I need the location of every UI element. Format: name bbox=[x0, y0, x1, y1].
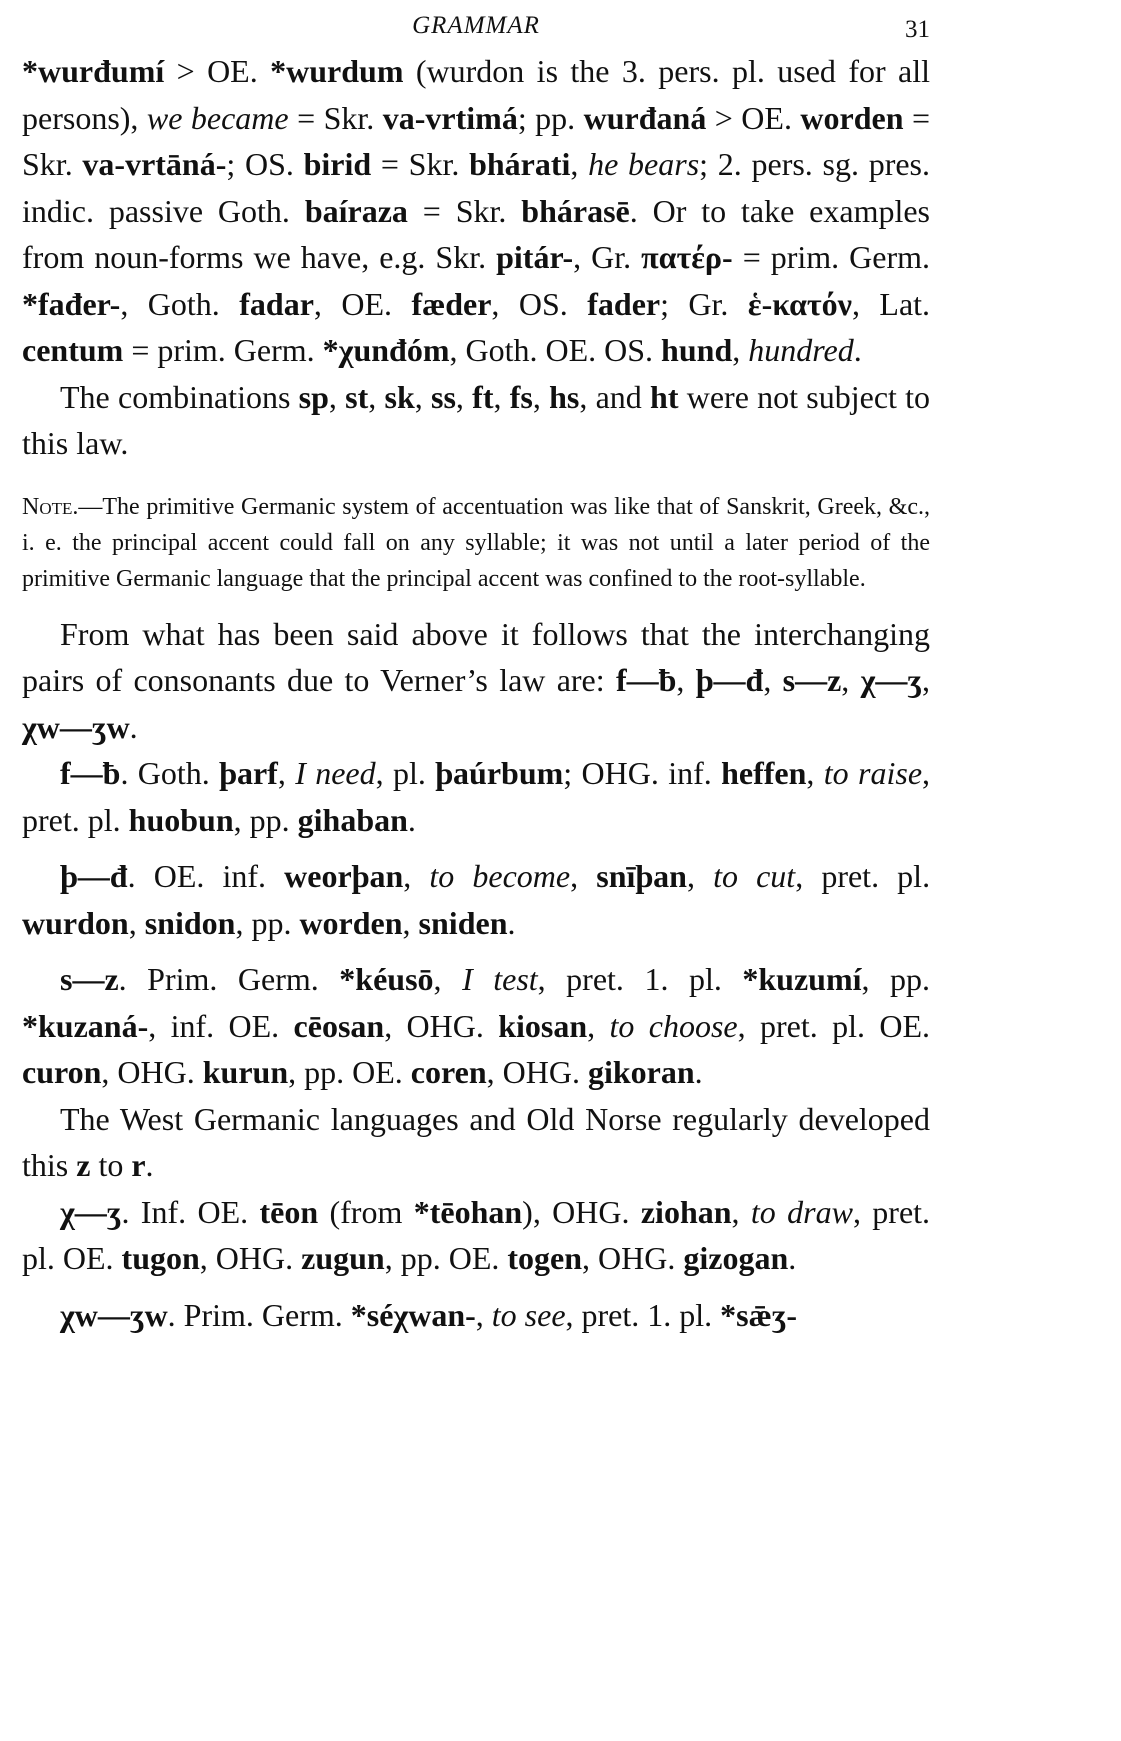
note-accentuation bbox=[22, 489, 930, 597]
italic-gloss: to raise bbox=[823, 755, 923, 791]
bold-form: worden bbox=[800, 99, 904, 136]
italic-gloss: he bears bbox=[588, 146, 700, 182]
text-run: , Lat. bbox=[851, 285, 931, 322]
bold-form: gizogan bbox=[683, 1240, 789, 1276]
bold-form: wurđaná bbox=[583, 99, 707, 136]
text-run: , bbox=[414, 378, 432, 415]
text-run: , bbox=[763, 662, 783, 698]
text-run: , OS. bbox=[491, 285, 588, 322]
bold-form: curon bbox=[22, 1054, 102, 1090]
text-run: , OHG. bbox=[582, 1240, 684, 1276]
italic-gloss: to draw bbox=[750, 1193, 853, 1230]
bold-form: gihaban bbox=[297, 801, 408, 838]
text-run: = Skr. bbox=[22, 99, 931, 182]
text-run: , bbox=[806, 755, 824, 791]
paragraph-rhotacism bbox=[22, 1096, 930, 1189]
paragraph-s-z bbox=[22, 956, 930, 1096]
bold-form: centum bbox=[22, 332, 124, 368]
text-run: . bbox=[407, 801, 416, 838]
text-run: . Prim. Germ. bbox=[118, 961, 340, 997]
text-run: From what has been said above it follows that the interchanging pairs of consonants due to Verner’s law are: bbox=[22, 615, 930, 698]
bold-form: χw—ʒw bbox=[22, 708, 130, 745]
bold-form: fæder bbox=[411, 285, 492, 322]
bold-form: χw—ʒw bbox=[60, 1296, 168, 1333]
text-run: , bbox=[841, 662, 861, 698]
bold-form: togen bbox=[507, 1240, 583, 1276]
text-run: , pret. 1. pl. bbox=[565, 1296, 721, 1333]
text-run: , OHG. bbox=[199, 1240, 302, 1276]
text-run: . bbox=[145, 1147, 154, 1183]
text-run: , inf. OE. bbox=[148, 1007, 294, 1044]
bold-form: wurdon bbox=[22, 904, 129, 941]
text-run: , pp. bbox=[235, 904, 300, 941]
bold-form: snidon bbox=[144, 904, 236, 941]
bold-form: fader bbox=[587, 285, 661, 322]
text-run: = prim. Germ. bbox=[123, 332, 323, 368]
text-run: , bbox=[922, 662, 931, 698]
text-run: , pl. bbox=[375, 755, 436, 791]
text-run: , pp. bbox=[233, 801, 298, 838]
text-run: , pret. pl. OE. bbox=[737, 1007, 931, 1044]
text-run: ; Gr. bbox=[660, 285, 748, 322]
text-run: , bbox=[475, 1296, 492, 1333]
text-run: = Skr. bbox=[371, 146, 470, 182]
running-title: GRAMMAR bbox=[412, 12, 540, 39]
text-run: , Goth. bbox=[120, 285, 240, 322]
text-run: . bbox=[853, 332, 862, 368]
bold-form: *χunđóm bbox=[322, 332, 450, 368]
bold-form: sp bbox=[298, 378, 329, 415]
text-run: , pp. OE. bbox=[288, 1054, 411, 1090]
bold-form: bhárasē bbox=[521, 192, 630, 229]
text-run: , pret. 1. pl. bbox=[537, 961, 743, 997]
text-run: , and bbox=[579, 378, 651, 415]
text-run: to bbox=[90, 1147, 132, 1183]
text-run: , bbox=[493, 378, 510, 415]
bold-form: ft bbox=[472, 378, 494, 415]
text-run: Note bbox=[22, 493, 73, 520]
paragraph-examples bbox=[22, 48, 930, 374]
text-run: = Skr. bbox=[288, 99, 383, 136]
text-run: . Prim. Germ. bbox=[167, 1296, 351, 1333]
italic-gloss: I need bbox=[295, 755, 376, 791]
bold-form: st bbox=[345, 378, 369, 415]
text-run: , pret. pl. bbox=[22, 755, 931, 838]
bold-form: hs bbox=[549, 378, 580, 415]
bold-form: coren bbox=[410, 1054, 487, 1090]
bold-form: sk bbox=[384, 378, 415, 415]
page-header bbox=[22, 8, 930, 48]
italic-gloss: to see bbox=[491, 1296, 566, 1333]
text-run: , OE. bbox=[313, 285, 412, 322]
text-run: , bbox=[570, 858, 597, 894]
bold-form: hund bbox=[661, 332, 733, 368]
bold-form: z bbox=[76, 1147, 91, 1183]
bold-form: heffen bbox=[721, 755, 807, 791]
italic-gloss: to choose bbox=[609, 1007, 738, 1044]
italic-gloss: to become bbox=[429, 858, 571, 894]
bold-form: fs bbox=[509, 378, 533, 415]
bold-form: þ—đ bbox=[60, 858, 128, 894]
text-run: , pp. OE. bbox=[384, 1240, 508, 1276]
page-number: 31 bbox=[905, 16, 930, 43]
paragraph-thorn-d bbox=[22, 853, 930, 946]
text-run: , bbox=[686, 858, 714, 894]
bold-form: snīþan bbox=[596, 858, 687, 894]
paragraph-combinations bbox=[22, 374, 930, 467]
text-run: were not subject to this law. bbox=[22, 378, 931, 461]
text-run: , bbox=[328, 378, 346, 415]
text-run: (wurdon is the 3. pers. pl. used for all persons), bbox=[22, 53, 931, 136]
bold-form: baíraza bbox=[304, 192, 408, 229]
bold-form: kurun bbox=[202, 1054, 289, 1090]
italic-gloss: to cut bbox=[713, 858, 796, 894]
bold-form: χ—ʒ bbox=[60, 1193, 122, 1230]
bold-form: cēosan bbox=[293, 1007, 385, 1044]
bold-form: va-vrtimá bbox=[382, 99, 518, 136]
paragraph-chi-yogh bbox=[22, 1189, 930, 1282]
text-run: ), OHG. bbox=[522, 1193, 641, 1230]
bold-form: f—ƀ bbox=[60, 755, 121, 791]
bold-form: þ—đ bbox=[695, 662, 764, 698]
text-run: , pret. pl. bbox=[795, 858, 931, 894]
bold-form: tugon bbox=[121, 1240, 200, 1276]
bold-form: *kuzaná- bbox=[22, 1007, 149, 1044]
text-run: . bbox=[129, 708, 138, 745]
text-run: ; OS. bbox=[226, 146, 304, 182]
text-run: (from bbox=[318, 1193, 414, 1230]
text-run: The combinations bbox=[60, 378, 299, 415]
bold-form: *tēohan bbox=[413, 1193, 523, 1230]
bold-form: ἑ-κατόν bbox=[747, 285, 852, 322]
text-run: . bbox=[507, 904, 516, 941]
text-run: , pret. pl. OE. bbox=[22, 1193, 931, 1276]
text-run: , pp. bbox=[861, 961, 931, 997]
bold-form: *fađer- bbox=[22, 285, 121, 322]
text-run: , bbox=[570, 146, 589, 182]
bold-form: *séχwan- bbox=[350, 1296, 476, 1333]
text-run: ; 2. pers. sg. pres. indic. passive Goth. bbox=[22, 146, 931, 229]
text-run: , bbox=[402, 904, 419, 941]
italic-gloss: I test bbox=[462, 961, 538, 997]
text-run: , Goth. OE. OS. bbox=[449, 332, 662, 368]
text-run: , Gr. bbox=[573, 239, 642, 275]
bold-form: s—z bbox=[60, 961, 119, 997]
text-run: , bbox=[732, 332, 749, 368]
bold-form: birid bbox=[303, 146, 372, 182]
bold-form: bhárati bbox=[469, 146, 571, 182]
bold-form: πατέρ- bbox=[641, 239, 733, 275]
paragraph-interchanging-pairs bbox=[22, 611, 930, 751]
bold-form: ss bbox=[431, 378, 456, 415]
bold-form: pitár- bbox=[496, 239, 574, 275]
text-run: , bbox=[277, 755, 296, 791]
text-run: , bbox=[731, 1193, 751, 1230]
text-run: . Goth. bbox=[120, 755, 220, 791]
bold-form: þaúrbum bbox=[435, 755, 564, 791]
italic-gloss: we became bbox=[146, 99, 289, 136]
bold-form: *wurdum bbox=[270, 53, 404, 89]
bold-form: f—ƀ bbox=[615, 662, 677, 698]
bold-form: χ—ʒ bbox=[860, 662, 923, 698]
bold-form: *kuzumí bbox=[742, 961, 862, 997]
italic-gloss: hundred bbox=[748, 332, 854, 368]
text-run: > OE. bbox=[706, 99, 801, 136]
text-run: = Skr. bbox=[407, 192, 522, 229]
bold-form: *kéusō bbox=[339, 961, 434, 997]
text-run: , OHG. bbox=[101, 1054, 203, 1090]
text-run: , bbox=[433, 961, 463, 997]
paragraph-f-b bbox=[22, 750, 930, 843]
text-run: , bbox=[455, 378, 473, 415]
text-run: , bbox=[368, 378, 385, 415]
text-run: , OHG. bbox=[486, 1054, 588, 1090]
paragraph-chiw-yoghw bbox=[22, 1292, 930, 1339]
text-run: ; OHG. inf. bbox=[563, 755, 722, 791]
text-run: , bbox=[587, 1007, 610, 1044]
bold-form: fadar bbox=[239, 285, 314, 322]
bold-form: þarf bbox=[219, 755, 278, 791]
text-run: , bbox=[676, 662, 696, 698]
text-run: , bbox=[128, 904, 145, 941]
bold-form: weorþan bbox=[284, 858, 404, 894]
bold-form: ziohan bbox=[640, 1193, 732, 1230]
bold-form: *sǣʒ- bbox=[720, 1296, 798, 1333]
text-run: , bbox=[403, 858, 430, 894]
text-run: .—The primitive Germanic system of accentuation was like that of Sanskrit, Greek, &c., i. e. the principal accent could fall on any syllable; it was not until a later period of the primitive Germanic language that the principal accent was confined to the root-syllable. bbox=[22, 493, 930, 592]
bold-form: va-vrtāná- bbox=[82, 146, 227, 182]
bold-form: *wurđumí bbox=[22, 53, 165, 89]
text-run: > OE. bbox=[164, 53, 271, 89]
bold-form: worden bbox=[299, 904, 403, 941]
text-run: , bbox=[532, 378, 550, 415]
text-run: . Or to take examples from noun-forms we have, e.g. Skr. bbox=[22, 192, 931, 275]
bold-form: kiosan bbox=[498, 1007, 588, 1044]
bold-form: ht bbox=[650, 378, 679, 415]
book-page bbox=[22, 8, 930, 1338]
bold-form: sniden bbox=[418, 904, 508, 941]
text-run: . OE. inf. bbox=[127, 858, 285, 894]
bold-form: huobun bbox=[128, 801, 234, 838]
text-run: The West Germanic languages and Old Norse regularly developed this bbox=[22, 1100, 930, 1183]
text-run: . Inf. OE. bbox=[121, 1193, 260, 1230]
bold-form: zugun bbox=[301, 1240, 385, 1276]
bold-form: gikoran bbox=[587, 1054, 695, 1090]
text-run: ; pp. bbox=[517, 99, 584, 136]
bold-form: r bbox=[131, 1147, 146, 1183]
text-run: , OHG. bbox=[384, 1007, 499, 1044]
bold-form: tēon bbox=[259, 1193, 319, 1230]
text-run: = prim. Germ. bbox=[732, 239, 931, 275]
text-run: . bbox=[694, 1054, 703, 1090]
text-run: . bbox=[788, 1240, 797, 1276]
bold-form: s—z bbox=[782, 662, 842, 698]
